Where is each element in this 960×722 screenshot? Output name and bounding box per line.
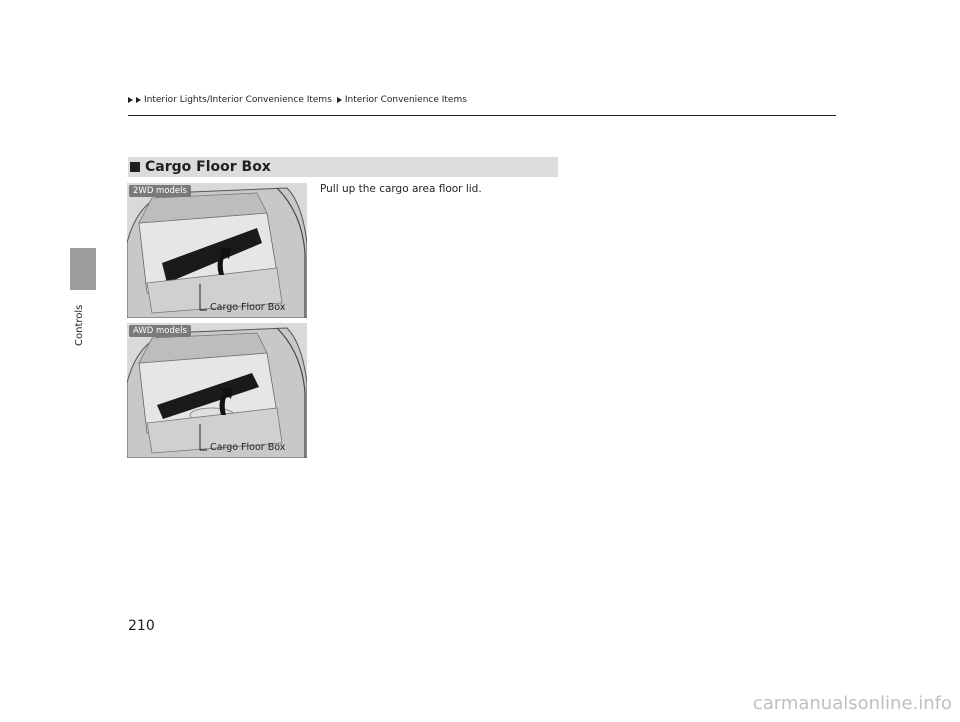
illustration-2wd — [127, 183, 307, 318]
watermark: carmanualsonline.info — [752, 693, 952, 714]
page-number: 210 — [128, 618, 155, 634]
section-header — [128, 157, 558, 177]
breadcrumb-arrow-icon — [128, 97, 133, 103]
header-rule — [128, 115, 836, 116]
instruction-text: Pull up the cargo area floor lid. — [320, 183, 482, 195]
illustration-awd — [127, 323, 307, 458]
section-title: Cargo Floor Box — [145, 159, 271, 175]
section-square-icon — [130, 162, 140, 172]
cargo-area-illustration — [127, 183, 307, 318]
chapter-label: Controls — [74, 304, 85, 346]
breadcrumb-current[interactable]: Interior Convenience Items — [344, 95, 467, 105]
callout-label: Cargo Floor Box — [210, 302, 286, 313]
breadcrumb-parent[interactable]: Interior Lights/Interior Convenience Items — [144, 95, 332, 105]
breadcrumb-arrow-icon — [136, 97, 141, 103]
model-badge: AWD models — [129, 325, 191, 337]
chapter-tab-marker — [70, 248, 96, 290]
model-badge: 2WD models — [129, 185, 191, 197]
breadcrumb — [128, 95, 467, 105]
callout-label: Cargo Floor Box — [210, 442, 286, 453]
breadcrumb-arrow-icon — [337, 97, 342, 103]
cargo-area-illustration — [127, 323, 307, 458]
